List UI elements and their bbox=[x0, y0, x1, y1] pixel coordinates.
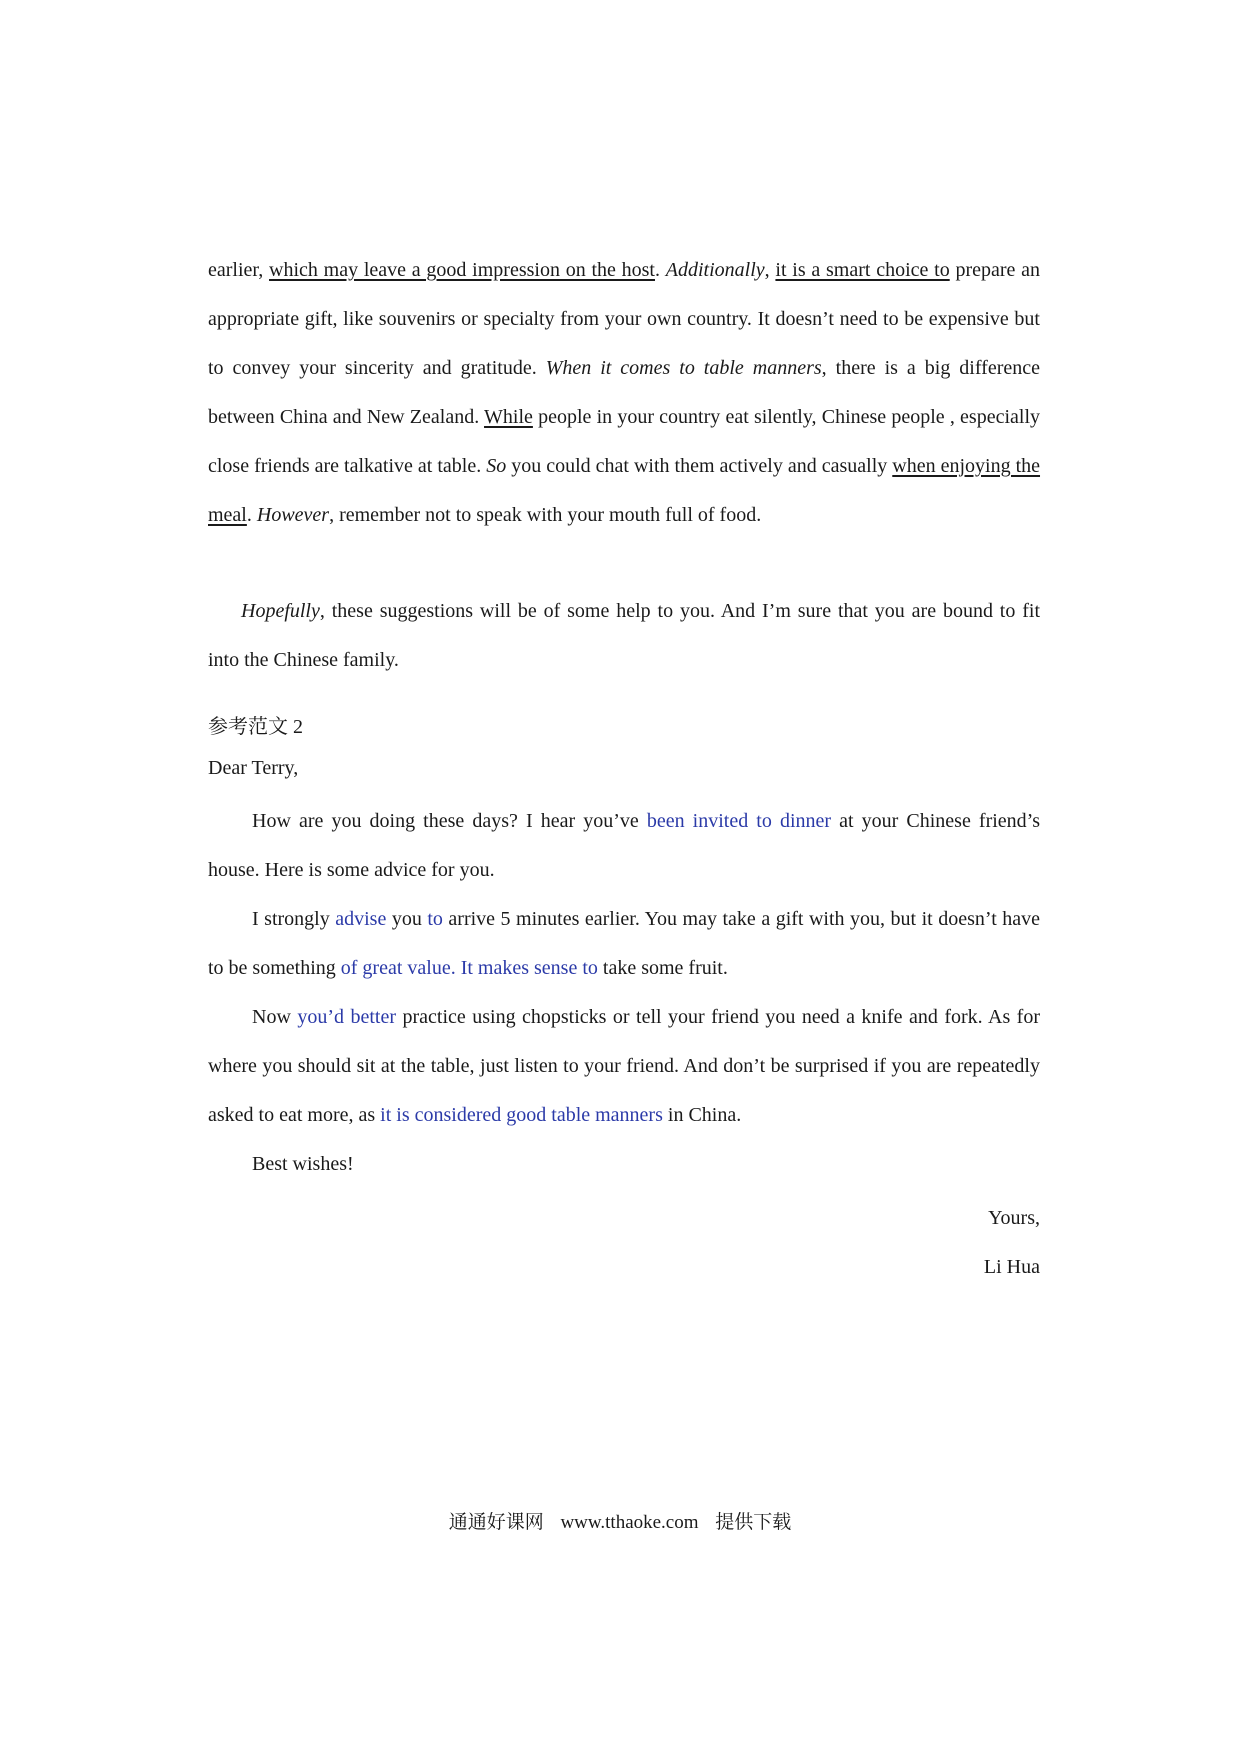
text-segment: earlier, bbox=[208, 259, 270, 281]
footer-download-note: 提供下载 bbox=[715, 1512, 792, 1533]
text-segment: in China. bbox=[662, 1104, 742, 1126]
text-segment: , remember not to speak with your mouth full of food. bbox=[329, 504, 762, 526]
essay1-paragraph-1 bbox=[208, 246, 1040, 540]
text-segment: practice using chopsticks or tell your friend you need a knife and fork. As for where you should sit at the table, just listen to your friend. And don’t be surprised if you are repeatedly asked to eat more, as bbox=[208, 1006, 1041, 1126]
footer-site-name: 通通好课网 bbox=[448, 1512, 544, 1533]
footer-url: www.tthaoke.com bbox=[560, 1512, 699, 1533]
text-segment: Now bbox=[252, 1006, 298, 1028]
letter-salutation: Dear Terry, bbox=[208, 757, 299, 779]
text-segment: How are you doing these days? I hear you’ve bbox=[252, 810, 647, 832]
highlighted-phrase: you’d better bbox=[297, 1006, 397, 1028]
text-segment: . bbox=[246, 504, 257, 526]
sample-essay-heading: 参考范文 2 bbox=[208, 716, 303, 738]
letter-closing: Best wishes! bbox=[252, 1153, 354, 1175]
italic-transition: Hopefully bbox=[241, 600, 320, 622]
highlighted-phrase: to bbox=[427, 908, 443, 930]
text-segment: , these suggestions will be of some help to you. And I’m sure that you are bound to fit into the Chinese family. bbox=[208, 600, 1040, 671]
text-segment: , there is a big difference between China and New Zealand. bbox=[208, 357, 1040, 428]
text-segment: take some fruit. bbox=[597, 957, 728, 979]
underlined-phrase: when enjoying the meal bbox=[208, 455, 1041, 526]
underlined-phrase: While bbox=[484, 406, 533, 428]
letter-paragraph-2 bbox=[208, 895, 1040, 993]
text-segment: prepare an appropriate gift, like souvenirs or specialty from your own country. It doesn’t need to be expensive but to convey your sincerity and gratitude. bbox=[208, 259, 1041, 379]
letter-paragraph-3 bbox=[208, 993, 1040, 1140]
text-segment: . bbox=[655, 259, 666, 281]
italic-transition: However bbox=[256, 504, 330, 526]
underlined-phrase: it is a smart choice to bbox=[775, 259, 950, 281]
text-segment: , bbox=[764, 259, 776, 281]
letter-body bbox=[208, 797, 1040, 1189]
highlighted-phrase: of great value. It makes sense to bbox=[340, 957, 598, 979]
highlighted-phrase: been invited to dinner bbox=[646, 810, 832, 832]
letter-signoff bbox=[984, 1194, 1040, 1292]
text-segment: people in your country eat silently, Chinese people , especially close friends are talkative at table. bbox=[208, 406, 1040, 477]
italic-transition: So bbox=[486, 455, 507, 477]
highlighted-phrase: advise bbox=[335, 908, 387, 930]
italic-transition: Additionally bbox=[665, 259, 765, 281]
text-segment: arrive 5 minutes earlier. You may take a gift with you, but it doesn’t have to be something bbox=[208, 908, 1041, 979]
text-segment: you bbox=[386, 908, 428, 930]
underlined-phrase: which may leave a good impression on the host bbox=[269, 259, 655, 281]
text-segment: at your Chinese friend’s house. Here is some advice for you. bbox=[208, 810, 1040, 881]
letter-paragraph-1 bbox=[208, 797, 1040, 895]
signature-name: Li Hua bbox=[983, 1256, 1040, 1278]
page-footer bbox=[0, 1508, 1240, 1538]
text-segment: I strongly bbox=[252, 908, 336, 930]
essay1-paragraph-2 bbox=[208, 587, 1040, 685]
signoff-text: Yours, bbox=[988, 1207, 1040, 1229]
italic-transition: When it comes to table manners bbox=[545, 357, 822, 379]
highlighted-phrase: it is considered good table manners bbox=[380, 1104, 663, 1126]
text-segment: you could chat with them actively and casually bbox=[506, 455, 893, 477]
